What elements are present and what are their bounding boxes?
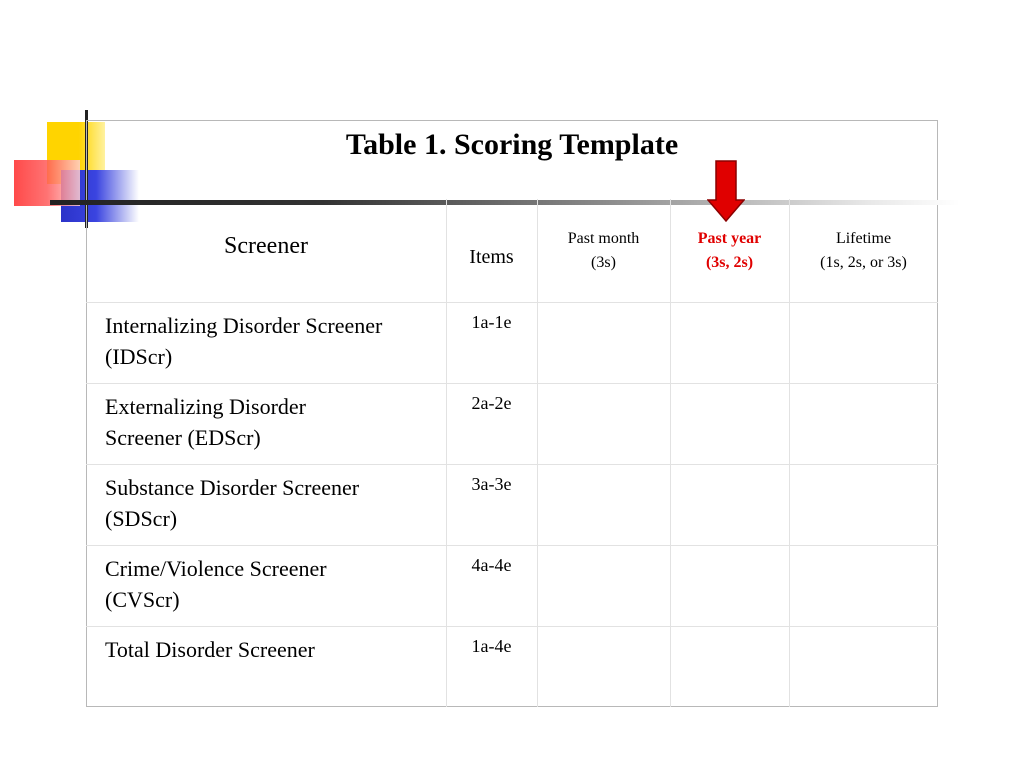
row-items: 1a-4e (471, 636, 512, 656)
table-row-label (105, 472, 445, 534)
header-items: Items (469, 246, 514, 268)
row-divider (86, 383, 938, 384)
row-divider (86, 545, 938, 546)
row-items: 3a-3e (471, 474, 512, 494)
row-label-line2: (CVScr) (105, 587, 180, 612)
row-label-line1: Total Disorder Screener (105, 637, 315, 662)
table-row-label (105, 553, 445, 615)
column-divider (537, 199, 538, 707)
table-grid (86, 199, 938, 707)
row-label-line1: Crime/Violence Screener (105, 556, 327, 581)
header-past-year-label: Past year (697, 230, 762, 247)
row-divider (86, 302, 938, 303)
header-past-year (670, 227, 789, 275)
down-arrow-icon (707, 160, 745, 222)
header-past-year-code: (3s, 2s) (705, 254, 754, 271)
row-label-line2: Screener (EDScr) (105, 425, 261, 450)
row-label-line2: (IDScr) (105, 344, 173, 369)
row-items: 1a-1e (471, 312, 512, 332)
header-past-month-code: (3s) (591, 254, 616, 271)
header-lifetime-code: (1s, 2s, or 3s) (820, 254, 907, 271)
column-divider (446, 199, 447, 707)
table-row-label (105, 310, 445, 372)
row-items: 2a-2e (471, 393, 512, 413)
column-divider (789, 199, 790, 707)
row-divider (86, 464, 938, 465)
row-label-line2: (SDScr) (105, 506, 178, 531)
row-items: 4a-4e (471, 555, 512, 575)
row-label-line1: Substance Disorder Screener (105, 475, 360, 500)
table-title: Table 1. Scoring Template (345, 128, 679, 161)
header-past-month-label: Past month (567, 230, 640, 247)
row-label-line1: Internalizing Disorder Screener (105, 313, 383, 338)
table-row-label (105, 391, 445, 453)
row-divider (86, 626, 938, 627)
header-screener: Screener (224, 233, 308, 259)
column-divider (670, 199, 671, 707)
header-lifetime-label: Lifetime (835, 230, 892, 247)
row-label-line1: Externalizing Disorder (105, 394, 306, 419)
header-lifetime (789, 227, 938, 275)
table-row-label (105, 634, 445, 665)
header-past-month (537, 227, 670, 275)
